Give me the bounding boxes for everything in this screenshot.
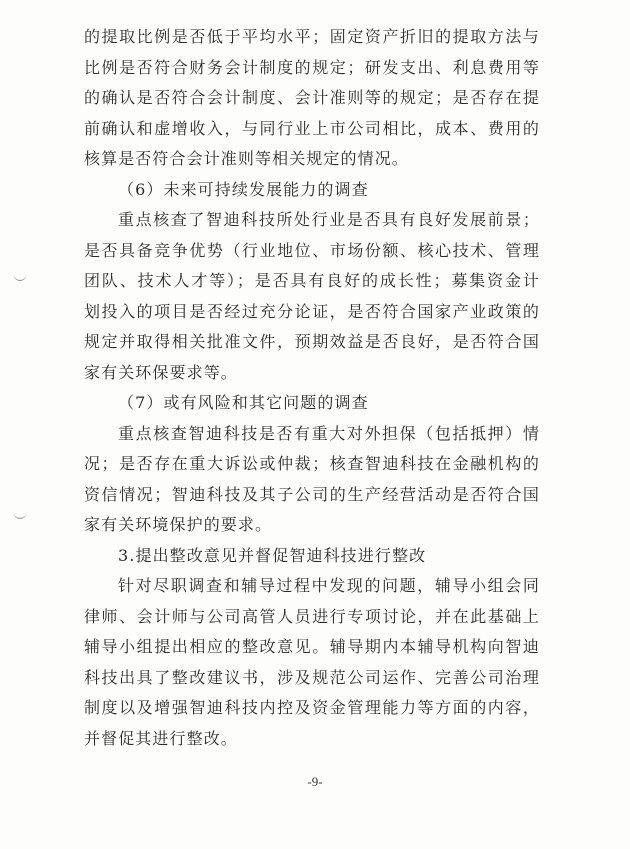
paragraph-line: 前确认和虚增收入，与同行业上市公司相比，成本、费用的: [84, 118, 540, 138]
paragraph-line: 家有关环境保护的要求。: [84, 515, 273, 534]
binding-hole-mark: [14, 270, 26, 281]
section-heading: （6）未来可持续发展能力的调查: [118, 179, 369, 199]
paragraph-line: 的提取比例是否低于平均水平；固定资产折旧的提取方法与: [84, 27, 540, 46]
paragraph-line: 况；是否存在重大诉讼或仲裁；核查智迪科技在金融机构的: [84, 454, 540, 473]
paragraph-line: 重点核查了智迪科技所处行业是否具有良好发展前景；: [118, 210, 540, 229]
paragraph-line: 团队、技术人才等）；是否具有良好的成长性；募集资金计: [84, 271, 540, 290]
binding-hole-mark: [14, 508, 26, 519]
paragraph-line: 规定并取得相关批准文件，预期效益是否良好，是否符合国: [84, 332, 540, 351]
paragraph-line: 资信情况；智迪科技及其子公司的生产经营活动是否符合国: [84, 484, 540, 504]
paragraph-line: 辅导小组提出相应的整改意见。辅导期内本辅导机构向智迪: [84, 637, 540, 656]
paragraph-line: 划投入的项目是否经过充分论证，是否符合国家产业政策的: [84, 301, 540, 321]
paragraph-line: 制度以及增强智迪科技内控及资金管理能力等方面的内容，: [84, 698, 540, 717]
section-heading: 3.提出整改意见并督促智迪科技进行整改: [118, 545, 427, 565]
paragraph-line: 律师、会计师与公司高管人员进行专项讨论，并在此基础上: [84, 606, 540, 626]
paragraph-line: 针对尽职调查和辅导过程中发现的问题，辅导小组会同: [118, 576, 540, 595]
paragraph-line: 核算是否符合会计准则等相关规定的情况。: [84, 149, 409, 168]
paragraph-line: 重点核查智迪科技是否有重大对外担保（包括抵押）情: [118, 423, 540, 443]
page-number: -9-: [307, 774, 323, 789]
paragraph-line: 家有关环保要求等。: [84, 362, 238, 382]
paragraph-line: 并督促其进行整改。: [84, 728, 238, 748]
paragraph-line: 的确认是否符合会计制度、会计准则等的规定；是否存在提: [84, 88, 540, 107]
document-body: [84, 22, 540, 754]
paragraph-line: 比例是否符合财务会计制度的规定；研发支出、利息费用等: [84, 57, 540, 77]
section-heading: （7）或有风险和其它问题的调查: [118, 393, 369, 412]
paragraph-line: 科技出具了整改建议书，涉及规范公司运作、完善公司治理: [84, 667, 540, 687]
paragraph-line: 是否具备竞争优势（行业地位、市场份额、核心技术、管理: [84, 240, 540, 260]
